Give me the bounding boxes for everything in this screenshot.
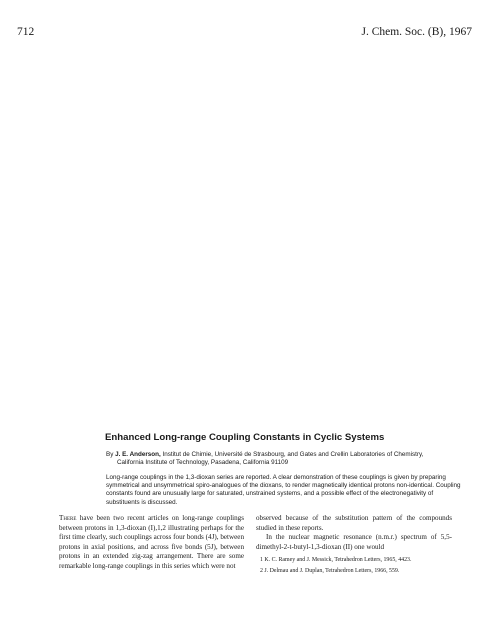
right-paragraph-1: observed because of the substitution pattern of the compounds studied in these reports.	[256, 514, 452, 532]
affiliation-line-1: Institut de Chimie, Université de Strasbourg, and Gates and Crellin Laboratories of Chemistry,	[162, 451, 424, 458]
author-name: J. E. Anderson,	[115, 451, 161, 458]
intro-text: have been two recent articles on long-range couplings between protons in 1,3-dioxan (I),1,2 illustrating perhaps for the first time clearly, such couplings across four bonds (4J), between protons in axial positions, and across five bonds (5J), between protons in an extended zig-zag arrangement. There are some remarkable long-range couplings in this series which were not	[59, 514, 244, 570]
journal-citation: J. Chem. Soc. (B), 1967	[361, 26, 472, 38]
footnote-2: 2 J. Delmau and J. Duplan, Tetrahedron Letters, 1966, 559.	[260, 567, 400, 574]
right-paragraph-2: In the nuclear magnetic resonance (n.m.r.) spectrum of 5,5-dimethyl-2-t-butyl-1,3-dioxan (II) one would	[256, 533, 452, 551]
page-number: 712	[17, 26, 35, 38]
affiliation-line-2: California Institute of Technology, Pasadena, California 91109	[117, 459, 289, 466]
intro-paragraph	[59, 514, 244, 572]
body-left-column	[59, 514, 244, 572]
lead-word: There	[59, 514, 77, 522]
author-block	[106, 451, 461, 467]
body-right-column	[256, 514, 452, 575]
footnote-1: 1 K. C. Ramey and J. Messick, Tetrahedron Letters, 1965, 4423.	[260, 557, 412, 564]
abstract: Long-range couplings in the 1,3-dioxan series are reported. A clear demonstration of these couplings is given by preparing symmetrical and unsymmetrical spiro-analogues of the dioxans, to render magnetically identical protons non-identical. Coupling constants found are unusually large for saturated, unstrained systems, and a possible effect of the electronegativity of substituents is discussed.	[106, 474, 461, 506]
author-by: By	[106, 451, 114, 458]
article-title: Enhanced Long-range Coupling Constants in Cyclic Systems	[105, 432, 385, 443]
